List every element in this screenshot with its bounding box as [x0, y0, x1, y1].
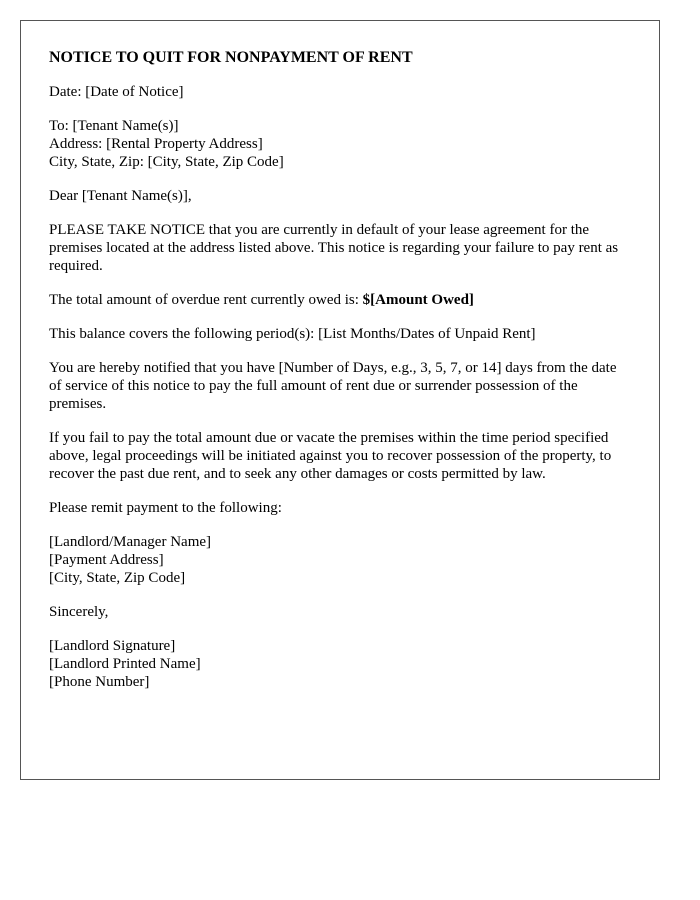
recipient-address: Address: [Rental Property Address]	[49, 136, 263, 152]
notice-title: NOTICE TO QUIT FOR NONPAYMENT OF RENT	[49, 49, 413, 66]
amount-owed-line	[49, 291, 631, 309]
closing: Sincerely,	[49, 604, 109, 620]
unpaid-period-line: This balance covers the following period(s): [List Months/Dates of Unpaid Rent]	[49, 326, 536, 342]
notice-page	[20, 20, 660, 780]
landlord-signature: [Landlord Signature]	[49, 638, 176, 654]
landlord-phone: [Phone Number]	[49, 674, 150, 690]
remit-city: [City, State, Zip Code]	[49, 570, 186, 586]
remit-name: [Landlord/Manager Name]	[49, 534, 212, 550]
remit-address: [Payment Address]	[49, 552, 164, 568]
recipient-block	[49, 117, 631, 171]
recipient-tenant: To: [Tenant Name(s)]	[49, 118, 179, 134]
recipient-city: City, State, Zip: [City, State, Zip Code]	[49, 154, 284, 170]
salutation: Dear [Tenant Name(s)],	[49, 188, 192, 204]
remit-intro: Please remit payment to the following:	[49, 500, 282, 516]
amount-owed-value: $[Amount Owed]	[362, 292, 474, 308]
notice-content	[21, 21, 659, 691]
signature-block	[49, 637, 631, 691]
amount-owed-label: The total amount of overdue rent currently owed is:	[49, 292, 363, 308]
date-line: Date: [Date of Notice]	[49, 84, 184, 100]
default-paragraph: PLEASE TAKE NOTICE that you are currently in default of your lease agreement for the premises located at the address listed above. This notice is regarding your failure to pay rent as required.	[49, 222, 619, 274]
legal-proceedings-paragraph: If you fail to pay the total amount due or vacate the premises within the time period specified above, legal proceedings will be initiated against you to recover possession of the property, to recover the past due rent, and to seek any other damages or costs permitted by law.	[49, 430, 612, 482]
remit-block	[49, 533, 631, 587]
landlord-printed-name: [Landlord Printed Name]	[49, 656, 201, 672]
days-to-pay-paragraph: You are hereby notified that you have [Number of Days, e.g., 3, 5, 7, or 14] days from the date of service of this notice to pay the full amount of rent due or surrender possession of the premises.	[49, 360, 617, 412]
